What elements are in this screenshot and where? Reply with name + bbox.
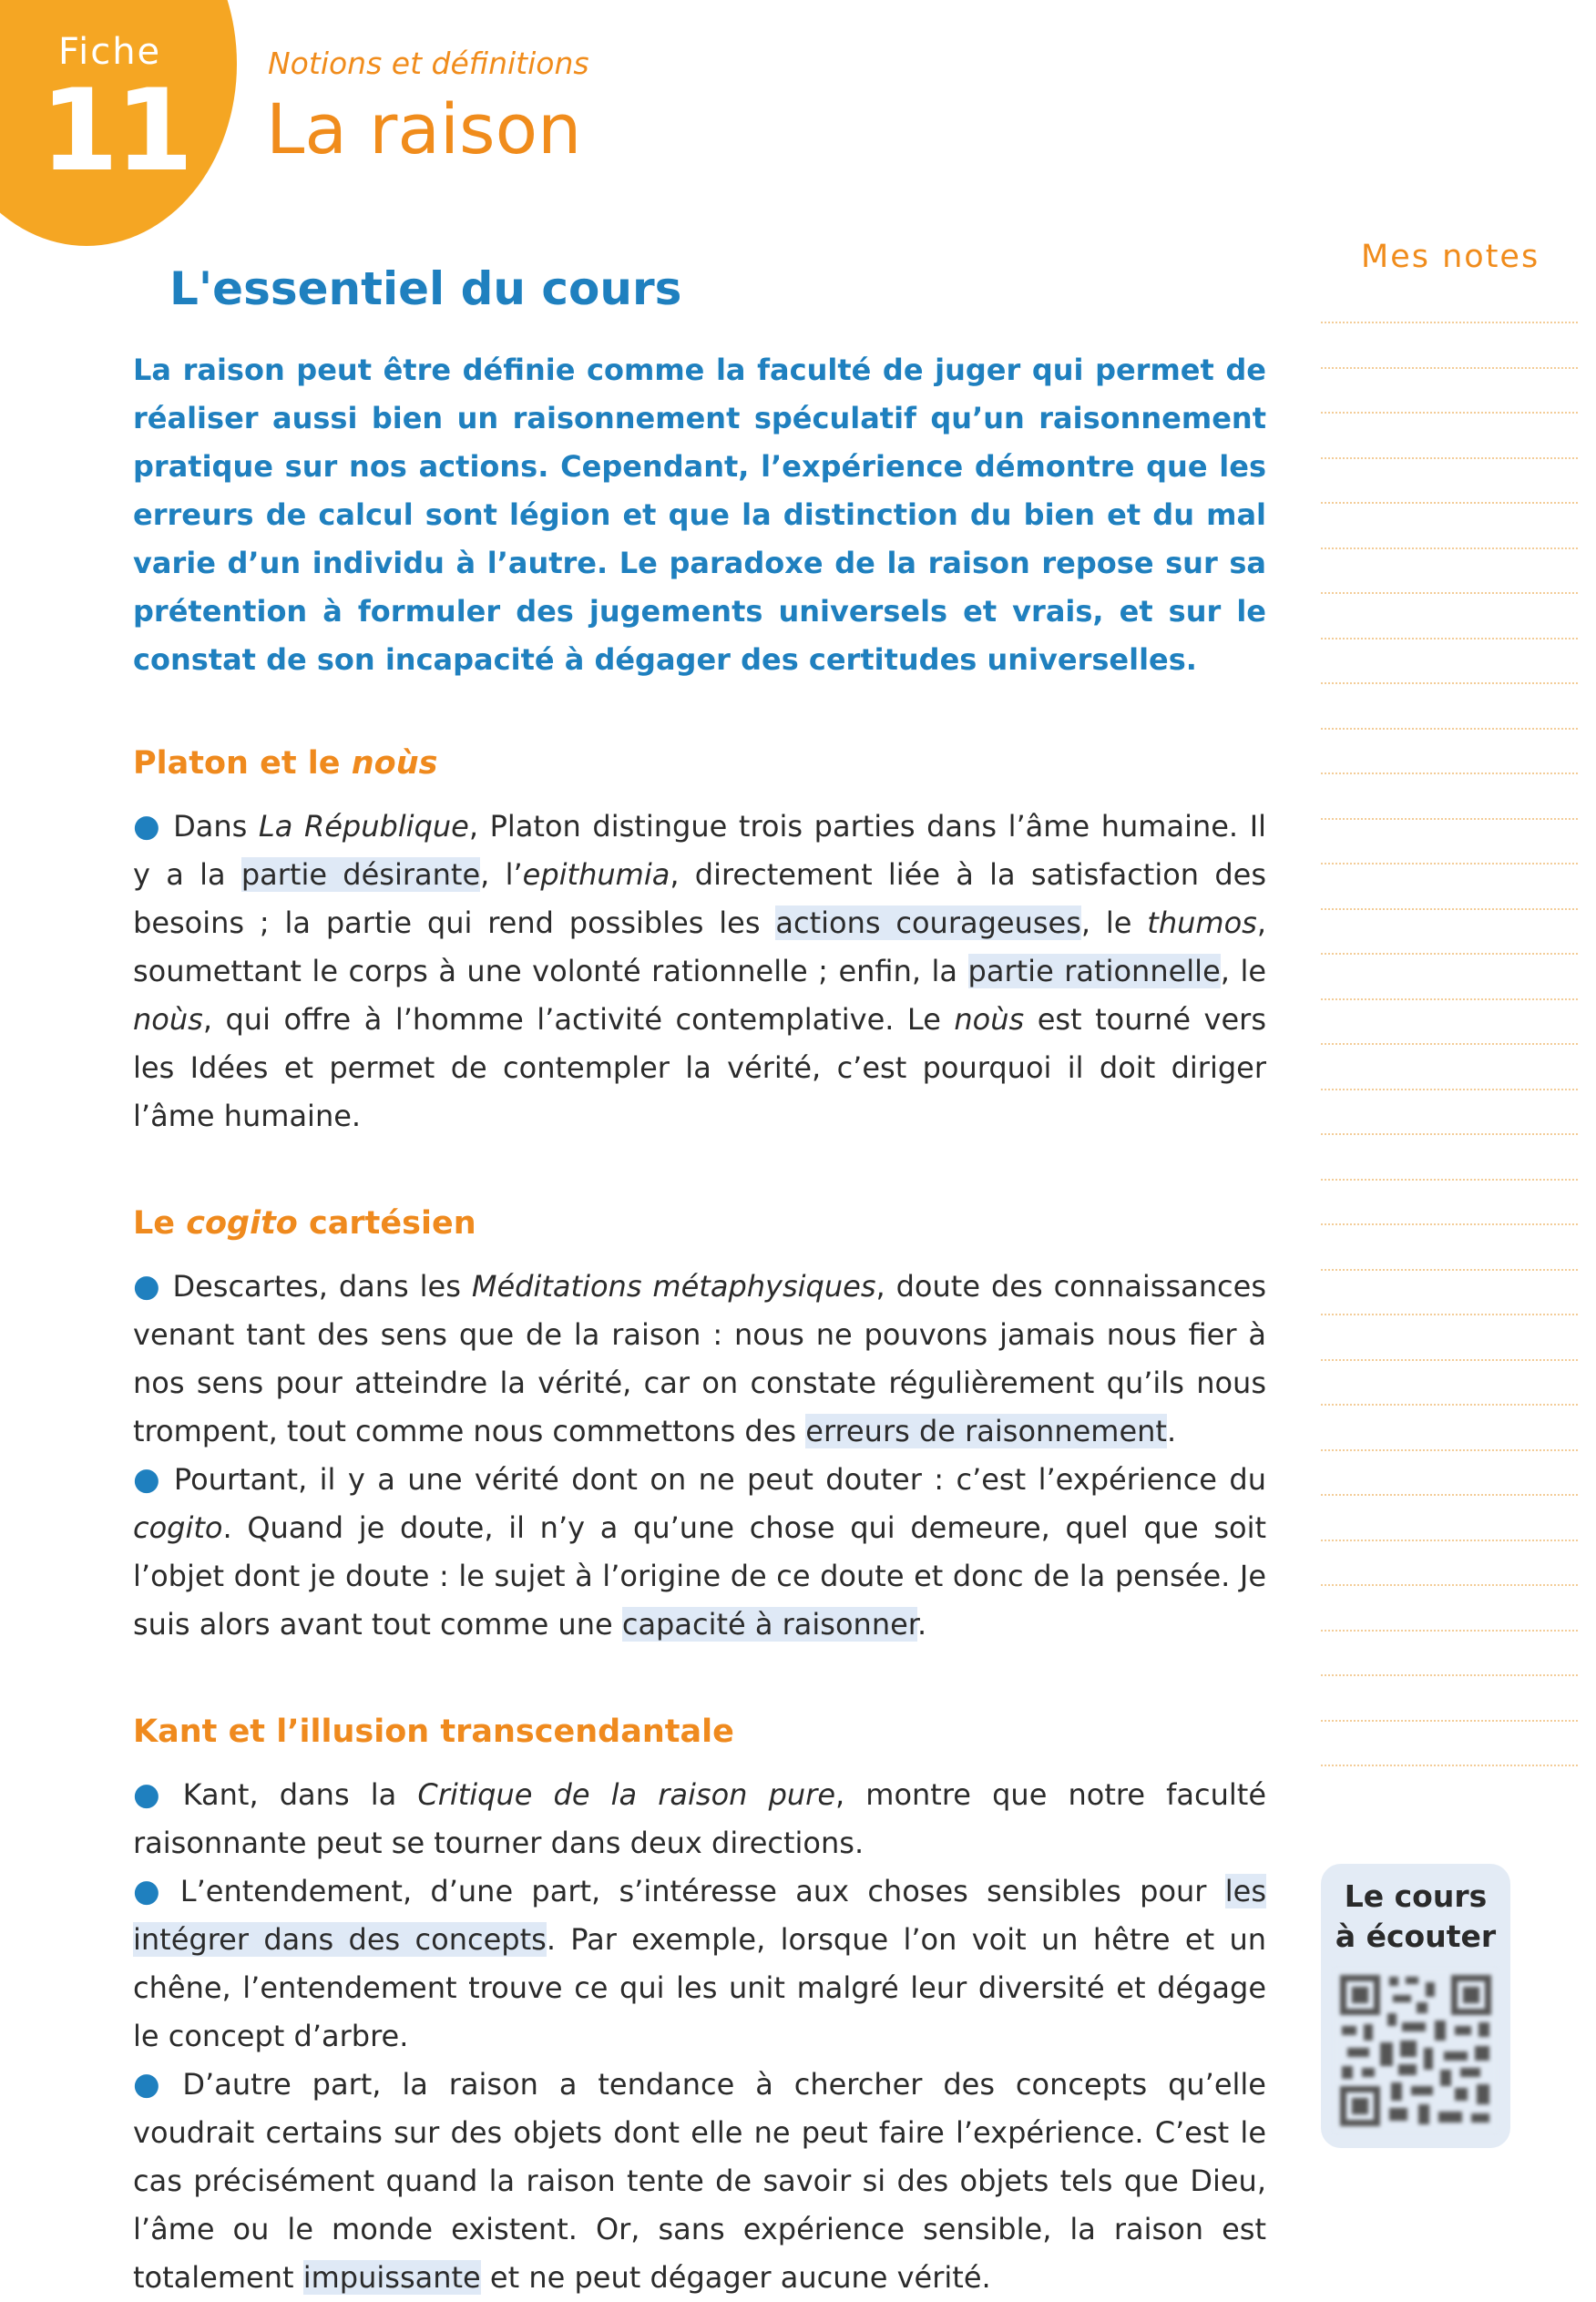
highlight: capacité à raisonner (621, 1607, 918, 1642)
heading-term: cogito (186, 1205, 298, 1242)
text: Kant, dans la (182, 1777, 418, 1812)
highlight: actions courageuses (775, 905, 1081, 940)
text: L’entendement, d’une part, s’intéresse aux choses sensibles pour (179, 1874, 1225, 1908)
text: D’autre part, la raison a tendance à chercher des concepts qu’elle voudrait certains sur des objets dont elle ne peut faire l’expérience. C’est le cas précisément quand la raison tente de savoir si des objets tels que Dieu, l’âme ou le monde existent. Or, sans expérience sensible, la raison est totalement (133, 2067, 1266, 2295)
heading-text: Platon et le (133, 745, 352, 782)
bullet-icon: ● (133, 808, 163, 844)
note-line (1321, 953, 1578, 955)
note-line (1321, 728, 1578, 730)
note-line (1321, 863, 1578, 865)
note-line (1321, 367, 1578, 369)
fiche-label: Fiche (58, 31, 162, 73)
notes-label: Mes notes (1361, 239, 1540, 275)
text: est tourné vers les Idées et permet de contempler la vérité, c’est pourquoi il doit diriger l’âme humaine. (133, 1002, 1267, 1133)
note-line (1321, 1404, 1578, 1406)
text: , le (1220, 954, 1267, 988)
descartes-paragraph-2 (133, 1456, 1266, 1649)
main-content (133, 346, 1266, 2302)
descartes-paragraph-1 (133, 1263, 1266, 1456)
highlight: partie rationnelle (967, 954, 1221, 988)
highlight: impuissante (302, 2260, 481, 2295)
note-line (1321, 1720, 1578, 1722)
note-line (1321, 908, 1578, 910)
note-line (1321, 1314, 1578, 1315)
note-line (1321, 1449, 1578, 1451)
bullet-icon: ● (133, 1776, 172, 1813)
text: , le (1080, 905, 1148, 940)
note-line (1321, 1089, 1578, 1090)
text: , montre que notre faculté raisonnante peut se tourner dans deux directions. (133, 1777, 1267, 1860)
note-line (1321, 1043, 1578, 1045)
audio-title (1321, 1877, 1510, 1957)
note-line (1321, 1765, 1578, 1766)
note-line (1321, 682, 1578, 684)
bullet-icon: ● (133, 2066, 172, 2102)
section-heading-descartes (133, 1204, 1266, 1243)
highlight: erreurs de raisonnement (805, 1414, 1167, 1448)
note-line (1321, 547, 1578, 549)
note-line (1321, 818, 1578, 820)
note-line (1321, 592, 1578, 594)
note-line (1321, 502, 1578, 504)
note-line (1321, 322, 1578, 323)
note-line (1321, 412, 1578, 414)
text: Dans (173, 809, 259, 844)
note-line (1321, 1540, 1578, 1541)
heading-text: cartésien (297, 1205, 476, 1242)
text: . (1166, 1414, 1177, 1448)
text: . Quand je doute, il n’y a qu’une chose qui demeure, quel que soit l’objet dont je doute : le sujet à l’origine de ce doute et donc de la pensée. Je suis alors avant tout comme une (133, 1510, 1266, 1642)
note-line (1321, 1223, 1578, 1225)
note-line (1321, 772, 1578, 774)
term: noùs (133, 1002, 203, 1037)
note-line (1321, 1133, 1578, 1135)
bullet-icon: ● (133, 1461, 163, 1498)
text: , qui offre à l’homme l’activité contemplative. Le (202, 1002, 955, 1037)
text: , l’ (480, 857, 523, 892)
book-title: La République (258, 809, 469, 844)
book-title: Critique de la raison pure (417, 1777, 835, 1812)
note-line (1321, 1674, 1578, 1676)
note-line (1321, 457, 1578, 459)
text: , doute des connaissances venant tant des sens que de la raison : nous ne pouvons jamais nous fier à nos sens pour atteindre la vérité, car on constate régulièrement qu’ils nous trompent, tout comme nous commettons des (133, 1269, 1267, 1448)
note-line (1321, 1584, 1578, 1586)
note-line (1321, 1494, 1578, 1496)
kant-paragraph-2 (133, 1867, 1266, 2061)
essentiel-title: L'essentiel du cours (169, 262, 682, 315)
text: . Par exemple, lorsque l’on voit un hêtre et un chêne, l’entendement trouve ce qui les unit malgré leur diversité et dégage le concept d’arbre. (133, 1922, 1267, 2053)
text: , Platon distingue trois parties dans l’âme humaine. Il y a la (133, 809, 1267, 892)
note-line (1321, 638, 1578, 639)
highlight: les intégrer dans des concepts (133, 1874, 1266, 1957)
highlight: partie désirante (240, 857, 481, 892)
term: cogito (133, 1510, 223, 1545)
term: noùs (954, 1002, 1025, 1037)
book-title: Méditations métaphysiques (471, 1269, 876, 1304)
fiche-number: 11 (40, 66, 190, 197)
section-heading-platon (133, 744, 1266, 783)
bullet-icon: ● (133, 1873, 169, 1909)
heading-term: noùs (351, 745, 438, 782)
audio-title-line: Le cours (1344, 1878, 1488, 1914)
page-kicker: Notions et définitions (268, 46, 589, 81)
text: , directement liée à la satisfaction des besoins ; la partie qui rend possibles les (133, 857, 1267, 940)
section-heading-kant: Kant et l’illusion transcendantale (133, 1714, 734, 1750)
notes-lines (1321, 322, 1578, 1810)
audio-title-line: à écouter (1335, 1918, 1497, 1954)
heading-text: Le (133, 1205, 187, 1242)
note-line (1321, 1630, 1578, 1632)
text: et ne peut dégager aucune vérité. (480, 2260, 991, 2295)
qr-code-icon[interactable] (1335, 1969, 1497, 2132)
text: . (917, 1607, 927, 1642)
term: epithumia (522, 857, 670, 892)
audio-course-box[interactable] (1321, 1864, 1510, 2148)
text: Pourtant, il y a une vérité dont on ne peut douter : c’est l’expérience du (173, 1462, 1267, 1497)
page-title: La raison (266, 88, 582, 169)
term: thumos (1147, 905, 1257, 940)
note-line (1321, 1359, 1578, 1361)
note-line (1321, 1269, 1578, 1271)
note-line (1321, 998, 1578, 1000)
intro-paragraph: La raison peut être définie comme la faculté de juger qui permet de réaliser aussi bien un raisonnement spéculatif qu’un raisonnement pratique sur nos actions. Cependant, l’expérience démontre que les erreurs de calcul sont légion et que la distinction du bien et du mal varie d’un individu à l’autre. Le paradoxe de la raison repose sur sa prétention à formuler des jugements universels et vrais, et sur le constat de son incapacité à dégager des certitudes universelles. (133, 353, 1266, 677)
bullet-icon: ● (133, 1268, 162, 1304)
kant-paragraph-3 (133, 2061, 1266, 2302)
text: , soumettant le corps à une volonté rationnelle ; enfin, la (133, 905, 1266, 988)
kant-paragraph-1 (133, 1771, 1266, 1867)
platon-paragraph (133, 803, 1266, 1141)
note-line (1321, 1179, 1578, 1181)
text: Descartes, dans les (172, 1269, 472, 1304)
